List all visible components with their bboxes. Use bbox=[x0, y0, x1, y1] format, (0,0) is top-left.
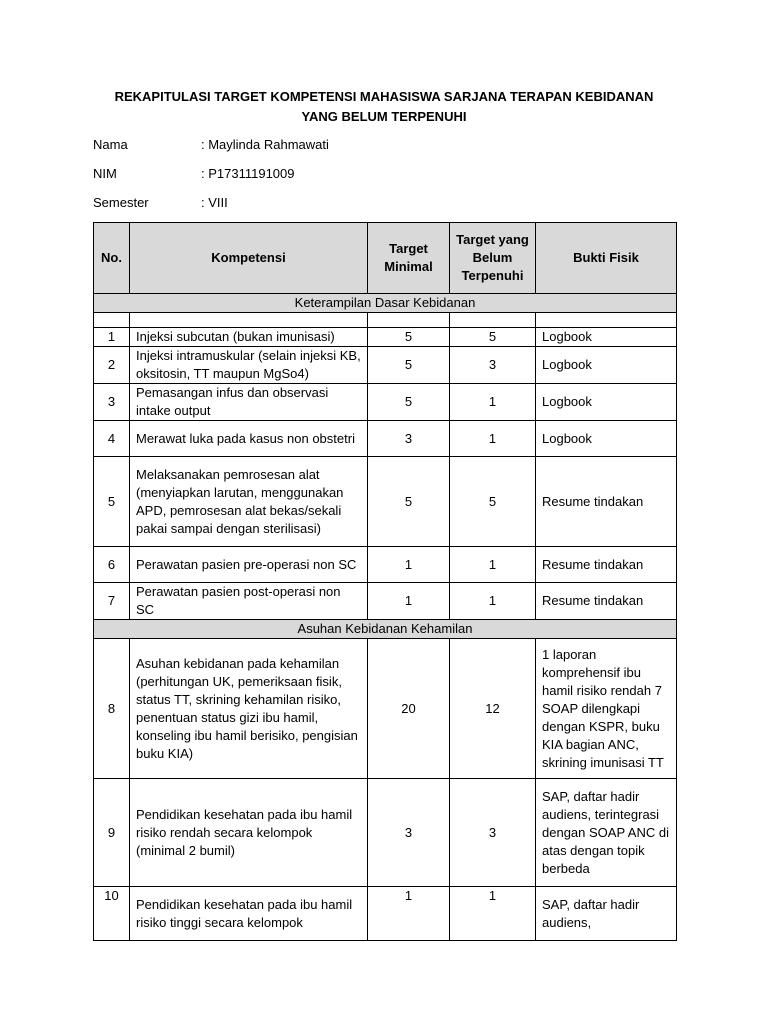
cell-bukti-fisik: SAP, daftar hadir audiens, terintegrasi dengan SOAP ANC di atas dengan topik berbeda bbox=[536, 779, 677, 887]
header-no: No. bbox=[94, 223, 130, 294]
cell-no: 3 bbox=[94, 384, 130, 421]
cell-kompetensi: Perawatan pasien post-operasi non SC bbox=[130, 583, 368, 620]
cell-no: 6 bbox=[94, 547, 130, 583]
nama-row bbox=[93, 137, 329, 152]
cell-no: 5 bbox=[94, 457, 130, 547]
section-title: Asuhan Kebidanan Kehamilan bbox=[94, 620, 677, 639]
cell-target-minimal: 1 bbox=[368, 887, 450, 941]
cell-target-minimal: 3 bbox=[368, 779, 450, 887]
table-row bbox=[94, 779, 677, 887]
cell-target-minimal: 5 bbox=[368, 347, 450, 384]
empty-row bbox=[94, 313, 677, 328]
title-line-2: YANG BELUM TERPENUHI bbox=[301, 109, 467, 124]
table-row bbox=[94, 347, 677, 384]
cell-bukti-fisik: Resume tindakan bbox=[536, 547, 677, 583]
cell-target-belum: 5 bbox=[450, 328, 536, 347]
table-row bbox=[94, 583, 677, 620]
cell-bukti-fisik: SAP, daftar hadir audiens, bbox=[536, 887, 677, 941]
semester-value: : VIII bbox=[201, 195, 228, 210]
section-row bbox=[94, 620, 677, 639]
nama-label: Nama bbox=[93, 137, 128, 152]
semester-row bbox=[93, 195, 228, 210]
cell-kompetensi: Injeksi intramuskular (selain injeksi KB, oksitosin, TT maupun MgSo4) bbox=[130, 347, 368, 384]
cell-target-minimal: 5 bbox=[368, 457, 450, 547]
nim-label: NIM bbox=[93, 166, 117, 181]
cell-kompetensi: Injeksi subcutan (bukan imunisasi) bbox=[130, 328, 368, 347]
section-title: Keterampilan Dasar Kebidanan bbox=[94, 294, 677, 313]
table-row bbox=[94, 384, 677, 421]
competency-table bbox=[93, 222, 677, 941]
cell-kompetensi: Asuhan kebidanan pada kehamilan (perhitungan UK, pemeriksaan fisik, status TT, skrining kehamilan risiko, penentuan status gizi ibu hamil, konseling ibu hamil berisiko, pengisian buku KIA) bbox=[130, 639, 368, 779]
cell-bukti-fisik: Logbook bbox=[536, 421, 677, 457]
cell-kompetensi: Pendidikan kesehatan pada ibu hamil risiko rendah secara kelompok (minimal 2 bumil) bbox=[130, 779, 368, 887]
section-row bbox=[94, 294, 677, 313]
header-kompetensi: Kompetensi bbox=[130, 223, 368, 294]
header-target-minimal: Target Minimal bbox=[368, 223, 450, 294]
cell-bukti-fisik: Logbook bbox=[536, 384, 677, 421]
cell-target-belum: 1 bbox=[450, 887, 536, 941]
cell-no: 9 bbox=[94, 779, 130, 887]
cell-target-belum: 3 bbox=[450, 779, 536, 887]
cell-target-belum: 5 bbox=[450, 457, 536, 547]
header-target-belum: Target yang Belum Terpenuhi bbox=[450, 223, 536, 294]
cell-no: 7 bbox=[94, 583, 130, 620]
cell-bukti-fisik: Resume tindakan bbox=[536, 457, 677, 547]
cell-no: 8 bbox=[94, 639, 130, 779]
title-line-1: REKAPITULASI TARGET KOMPETENSI MAHASISWA SARJANA TERAPAN KEBIDANAN bbox=[114, 89, 654, 104]
cell-kompetensi: Melaksanakan pemrosesan alat (menyiapkan larutan, menggunakan APD, pemrosesan alat bekas/sekali pakai sampai dengan sterilisasi) bbox=[130, 457, 368, 547]
cell-bukti-fisik: Logbook bbox=[536, 328, 677, 347]
table-row bbox=[94, 639, 677, 779]
table-row bbox=[94, 421, 677, 457]
cell-bukti-fisik: 1 laporan komprehensif ibu hamil risiko rendah 7 SOAP dilengkapi dengan KSPR, buku KIA bagian ANC, skrining imunisasi TT bbox=[536, 639, 677, 779]
cell-target-minimal: 20 bbox=[368, 639, 450, 779]
cell-target-minimal: 5 bbox=[368, 328, 450, 347]
cell-no: 10 bbox=[94, 887, 130, 941]
cell-target-belum: 12 bbox=[450, 639, 536, 779]
cell-kompetensi: Perawatan pasien pre-operasi non SC bbox=[130, 547, 368, 583]
table-row bbox=[94, 887, 677, 941]
cell-target-minimal: 1 bbox=[368, 547, 450, 583]
nama-value: : Maylinda Rahmawati bbox=[201, 137, 329, 152]
table-body bbox=[94, 294, 677, 941]
nim-row bbox=[93, 166, 295, 181]
cell-target-belum: 1 bbox=[450, 384, 536, 421]
cell-no: 2 bbox=[94, 347, 130, 384]
cell-target-belum: 3 bbox=[450, 347, 536, 384]
cell-no: 1 bbox=[94, 328, 130, 347]
header-bukti-fisik: Bukti Fisik bbox=[536, 223, 677, 294]
cell-target-minimal: 1 bbox=[368, 583, 450, 620]
cell-bukti-fisik: Logbook bbox=[536, 347, 677, 384]
cell-target-belum: 1 bbox=[450, 547, 536, 583]
table-row bbox=[94, 328, 677, 347]
cell-target-belum: 1 bbox=[450, 583, 536, 620]
cell-kompetensi: Merawat luka pada kasus non obstetri bbox=[130, 421, 368, 457]
table-row bbox=[94, 547, 677, 583]
semester-label: Semester bbox=[93, 195, 149, 210]
cell-bukti-fisik: Resume tindakan bbox=[536, 583, 677, 620]
nim-value: : P17311191009 bbox=[201, 166, 295, 181]
cell-target-minimal: 5 bbox=[368, 384, 450, 421]
cell-target-minimal: 3 bbox=[368, 421, 450, 457]
table-header-row bbox=[94, 223, 677, 294]
cell-no: 4 bbox=[94, 421, 130, 457]
cell-target-belum: 1 bbox=[450, 421, 536, 457]
table-row bbox=[94, 457, 677, 547]
cell-kompetensi: Pendidikan kesehatan pada ibu hamil risiko tinggi secara kelompok bbox=[130, 887, 368, 941]
cell-kompetensi: Pemasangan infus dan observasi intake output bbox=[130, 384, 368, 421]
